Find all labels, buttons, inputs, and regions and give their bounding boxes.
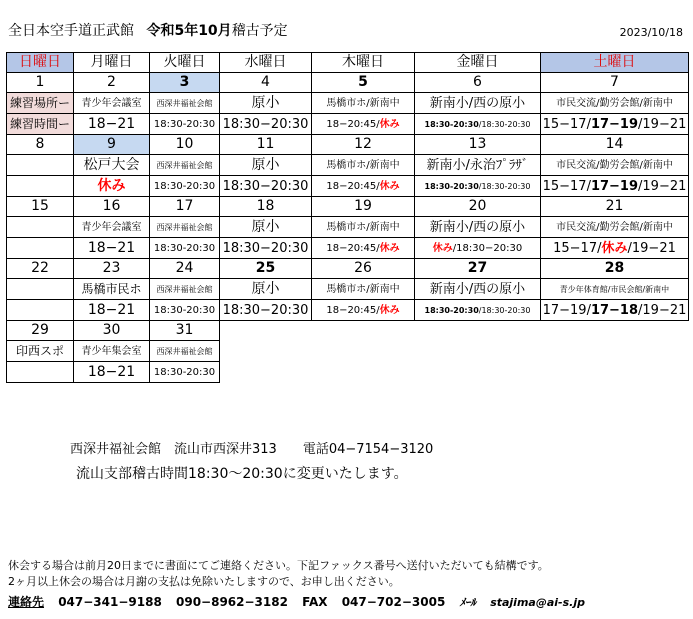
day-cell: 14 [541,135,689,155]
time-text: 18−20:45/ [326,180,380,192]
calendar-table [6,52,689,383]
day-cell: 12 [312,135,415,155]
week-3-places [7,217,689,238]
day-cell: 9 [74,135,150,155]
time-text: 18−20:45/ [326,242,380,254]
day-cell: 4 [220,73,312,93]
day-cell: 20 [415,197,541,217]
time-cell [312,238,415,259]
time-cell: 18−21 [74,362,150,383]
time-cell: 18:30−20:30 [220,114,312,135]
place-cell [7,155,74,176]
time-cell: 18−21 [74,114,150,135]
week-3-days [7,197,689,217]
time-text: /19−21 [627,240,676,256]
time-cell: 18:30-20:30 [150,176,220,197]
time-text: /19−21 [638,302,687,318]
day-cell: 10 [150,135,220,155]
weekday-mon: 月曜日 [74,53,150,73]
week-3-times [7,238,689,259]
time-cell [541,114,689,135]
place-cell: 馬橋市ホ/新南中 [312,93,415,114]
place-cell: 西深井福祉会館 [150,279,220,300]
time-text: 17−19/ [542,302,591,318]
time-cell: 18:30-20:30 [150,238,220,259]
empty-cell [541,341,689,362]
week-5-places [7,341,689,362]
day-cell: 29 [7,321,74,341]
closed-label: 休み [379,304,400,316]
time-cell [415,114,541,135]
contact-label: 連絡先 [8,595,45,609]
empty-cell [220,362,312,383]
day-cell: 11 [220,135,312,155]
day-cell: 15 [7,197,74,217]
empty-cell [415,362,541,383]
time-cell: 18:30-20:30 [150,300,220,321]
day-cell: 16 [74,197,150,217]
week-2-days [7,135,689,155]
time-text: /19−21 [638,178,687,194]
issue-date: 2023/10/18 [619,26,683,39]
empty-cell [541,362,689,383]
day-cell: 6 [415,73,541,93]
day-cell: 5 [312,73,415,93]
empty-cell [312,321,415,341]
place-cell: 原小 [220,155,312,176]
day-cell: 7 [541,73,689,93]
day-cell: 17 [150,197,220,217]
time-text: /19−21 [638,116,687,132]
place-cell: 市民交流/勤労会館/新南中 [541,93,689,114]
place-cell: 原小 [220,217,312,238]
day-cell: 3 [150,73,220,93]
day-cell: 8 [7,135,74,155]
empty-cell [220,321,312,341]
time-change-notice: 流山支部稽古時間18:30〜20:30に変更いたします。 [76,466,408,482]
day-cell: 25 [220,259,312,279]
day-cell: 31 [150,321,220,341]
day-cell: 22 [7,259,74,279]
empty-cell [541,321,689,341]
empty-cell [415,321,541,341]
time-cell [7,176,74,197]
row-label-time: 練習時間ー [7,114,74,135]
week-5-days [7,321,689,341]
place-cell: 新南小/西の原小 [415,93,541,114]
week-2-places [7,155,689,176]
place-cell: 西深井福祉会館 [150,341,220,362]
time-text: 18:30-20:30 [424,181,479,191]
place-cell: 青少年集会室 [74,341,150,362]
time-text: 15−17/ [553,240,602,256]
time-text: /18:30-20:30 [478,119,531,129]
time-cell: 18:30-20:30 [150,114,220,135]
week-4-times [7,300,689,321]
place-cell: 青少年体育館/市民会館/新南中 [541,279,689,300]
day-cell: 30 [74,321,150,341]
place-cell: 西深井福祉会館 [150,217,220,238]
weekday-thu: 木曜日 [312,53,415,73]
place-cell: 松戸大会 [74,155,150,176]
week-4-days [7,259,689,279]
place-cell: 馬橋市ホ/新南中 [312,155,415,176]
phone-2: 090−8962−3182 [176,595,288,609]
week-4-places [7,279,689,300]
place-cell: 馬橋市ホ/新南中 [312,217,415,238]
title-suffix: 稽古予定 [231,23,288,39]
month-title: 令和5年10月 [146,23,232,39]
place-cell: 市民交流/勤労会館/新南中 [541,217,689,238]
page-title [8,22,288,40]
place-cell: 印西スポ [7,341,74,362]
closed-label: 休み [97,177,126,194]
time-cell: 18−21 [74,300,150,321]
day-cell: 21 [541,197,689,217]
time-cell: 18:30-20:30 [150,362,220,383]
time-text: 17−19 [590,116,639,132]
fax-label: FAX [302,595,328,609]
place-cell: 馬橋市民ホ [74,279,150,300]
place-cell: 西深井福祉会館 [150,155,220,176]
day-cell: 24 [150,259,220,279]
day-cell: 23 [74,259,150,279]
closed-label: 休み [379,180,400,192]
place-cell: 原小 [220,279,312,300]
time-cell [312,114,415,135]
day-cell: 28 [541,259,689,279]
day-cell: 1 [7,73,74,93]
phone-1: 047−341−9188 [58,595,162,609]
time-cell [312,300,415,321]
time-cell [415,176,541,197]
place-cell: 青少年会議室 [74,217,150,238]
time-text: 18:30-20:30 [424,119,479,129]
week-5-times [7,362,689,383]
time-cell [415,300,541,321]
closed-label: 休み [432,242,453,254]
place-cell [7,279,74,300]
time-cell [541,300,689,321]
weekday-header-row [7,53,689,73]
weekday-fri: 金曜日 [415,53,541,73]
time-cell [7,300,74,321]
time-cell: 18:30−20:30 [220,300,312,321]
row-label-place: 練習場所ー [7,93,74,114]
day-cell: 2 [74,73,150,93]
email-address: stajima@ai-s.jp [490,596,585,609]
weekday-sat: 土曜日 [541,53,689,73]
day-cell: 26 [312,259,415,279]
mail-label: ﾒｰﾙ [459,596,476,609]
place-cell: 新南小/永治ﾌﾟﾗｻﾞ [415,155,541,176]
note-line-1: 休会する場合は前月20日までに書面にてご連絡ください。下記ファックス番号へ送付いただいても結構です。 [8,559,549,572]
place-cell [7,217,74,238]
time-text: 17−18 [590,302,639,318]
place-cell: 青少年会議室 [74,93,150,114]
time-text: 18−20:45/ [326,304,380,316]
time-text: /18:30-20:30 [478,181,531,191]
org-name: 全日本空手道正武館 [8,23,134,39]
venue-info: 西深井福祉会館 流山市西深井313 電話04−7154−3120 [70,442,434,457]
contact-line [8,594,595,611]
week-1-places [7,93,689,114]
time-cell [312,176,415,197]
place-cell: 原小 [220,93,312,114]
closed-label: 休み [601,240,628,256]
day-cell: 27 [415,259,541,279]
place-cell: 市民交流/勤労会館/新南中 [541,155,689,176]
time-cell: 18−21 [74,238,150,259]
empty-cell [220,341,312,362]
week-1-times [7,114,689,135]
time-cell [541,238,689,259]
time-cell: 18:30−20:30 [220,176,312,197]
empty-cell [312,341,415,362]
time-cell [7,238,74,259]
time-text: 15−17/ [542,178,591,194]
time-cell: 18:30−20:30 [220,238,312,259]
day-cell: 19 [312,197,415,217]
weekday-sun: 日曜日 [7,53,74,73]
time-cell [415,238,541,259]
time-text: 18:30-20:30 [424,305,479,315]
weekday-wed: 水曜日 [220,53,312,73]
time-text: /18:30-20:30 [478,305,531,315]
place-cell: 新南小/西の原小 [415,279,541,300]
time-text: /18:30−20:30 [452,242,523,254]
day-cell: 13 [415,135,541,155]
empty-cell [415,341,541,362]
time-cell [541,176,689,197]
week-1-days [7,73,689,93]
time-cell [7,362,74,383]
place-cell: 馬橋市ホ/新南中 [312,279,415,300]
closed-label: 休み [379,118,400,130]
time-text: 18−20:45/ [326,118,380,130]
empty-cell [312,362,415,383]
fax-number: 047−702−3005 [341,595,446,609]
closed-label: 休み [379,242,400,254]
weekday-tue: 火曜日 [150,53,220,73]
week-2-times [7,176,689,197]
time-text: 15−17/ [542,116,591,132]
place-cell: 西深井福祉会館 [150,93,220,114]
time-cell [74,176,150,197]
time-text: 17−19 [590,178,639,194]
note-line-2: 2ヶ月以上休会の場合は月謝の支払は免除いたしますので、お申し出ください。 [8,575,400,588]
day-cell: 18 [220,197,312,217]
place-cell: 新南小/西の原小 [415,217,541,238]
